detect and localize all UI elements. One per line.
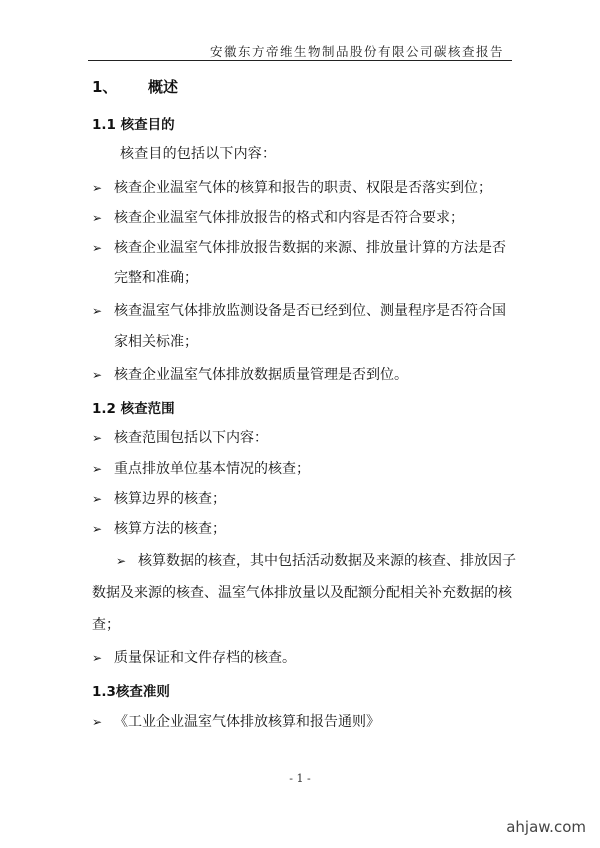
intro-paragraph: 核查目的包括以下内容： xyxy=(120,146,277,162)
arrow-bullet-icon: ➢ xyxy=(92,241,103,255)
arrow-bullet-icon: ➢ xyxy=(92,715,103,729)
list-item-text: 核查企业温室气体排放数据质量管理是否到位。 xyxy=(114,367,408,383)
list-item-text: 核算方法的核查； xyxy=(114,521,226,537)
header-rule xyxy=(88,60,512,61)
arrow-bullet-icon: ➢ xyxy=(92,651,103,665)
list-item-text: 核查温室气体排放监测设备是否已经到位、测量程序是否符合国 xyxy=(114,303,506,319)
list-item xyxy=(92,300,506,320)
list-item-continuation: 数据及来源的核查、温室气体排放量以及配额分配相关补充数据的核 xyxy=(92,585,512,601)
list-item-text: 核查企业温室气体的核算和报告的职责、权限是否落实到位； xyxy=(114,180,492,196)
list-item-text: 核查范围包括以下内容： xyxy=(114,430,268,446)
list-item xyxy=(92,647,296,667)
list-item-text: 重点排放单位基本情况的核查； xyxy=(114,461,310,477)
list-item xyxy=(92,518,226,538)
arrow-bullet-icon: ➢ xyxy=(92,211,103,225)
subsection-heading-1-3: 1.3核查准则 xyxy=(92,684,170,700)
list-item-text: 核算数据的核查，其中包括活动数据及来源的核查、排放因子 xyxy=(138,553,516,569)
section-heading-1 xyxy=(92,76,178,97)
list-item xyxy=(92,488,226,508)
list-item-text: 核查企业温室气体排放报告数据的来源、排放量计算的方法是否 xyxy=(114,240,506,256)
list-item xyxy=(92,207,464,227)
list-item xyxy=(92,364,408,384)
list-item xyxy=(92,427,268,447)
list-item-indented xyxy=(116,550,516,570)
arrow-bullet-icon: ➢ xyxy=(92,368,103,382)
watermark: ahjaw.com xyxy=(506,818,586,836)
arrow-bullet-icon: ➢ xyxy=(92,304,103,318)
arrow-bullet-icon: ➢ xyxy=(92,431,103,445)
running-header: 安徽东方帝维生物制品股份有限公司碳核查报告 xyxy=(209,44,504,59)
list-item-continuation: 完整和准确； xyxy=(114,270,198,286)
section-number: 1、 xyxy=(92,78,118,96)
page-number: - 1 - xyxy=(289,772,311,785)
subsection-heading-1-2: 1.2 核查范围 xyxy=(92,401,175,417)
arrow-bullet-icon: ➢ xyxy=(92,462,103,476)
list-item-text: 核查企业温室气体排放报告的格式和内容是否符合要求； xyxy=(114,210,464,226)
list-item-text: 质量保证和文件存档的核查。 xyxy=(114,650,296,666)
arrow-bullet-icon: ➢ xyxy=(92,492,103,506)
arrow-bullet-icon: ➢ xyxy=(116,554,127,568)
list-item xyxy=(92,711,380,731)
arrow-bullet-icon: ➢ xyxy=(92,522,103,536)
section-title: 概述 xyxy=(148,78,179,96)
subsection-heading-1-1: 1.1 核查目的 xyxy=(92,117,175,133)
list-item-text: 《工业企业温室气体排放核算和报告通则》 xyxy=(114,714,380,730)
list-item-text: 核算边界的核查； xyxy=(114,491,226,507)
arrow-bullet-icon: ➢ xyxy=(92,181,103,195)
list-item xyxy=(92,237,506,257)
list-item-continuation: 查； xyxy=(92,617,120,633)
list-item xyxy=(92,458,310,478)
list-item-continuation: 家相关标准； xyxy=(114,334,198,350)
list-item xyxy=(92,177,492,197)
